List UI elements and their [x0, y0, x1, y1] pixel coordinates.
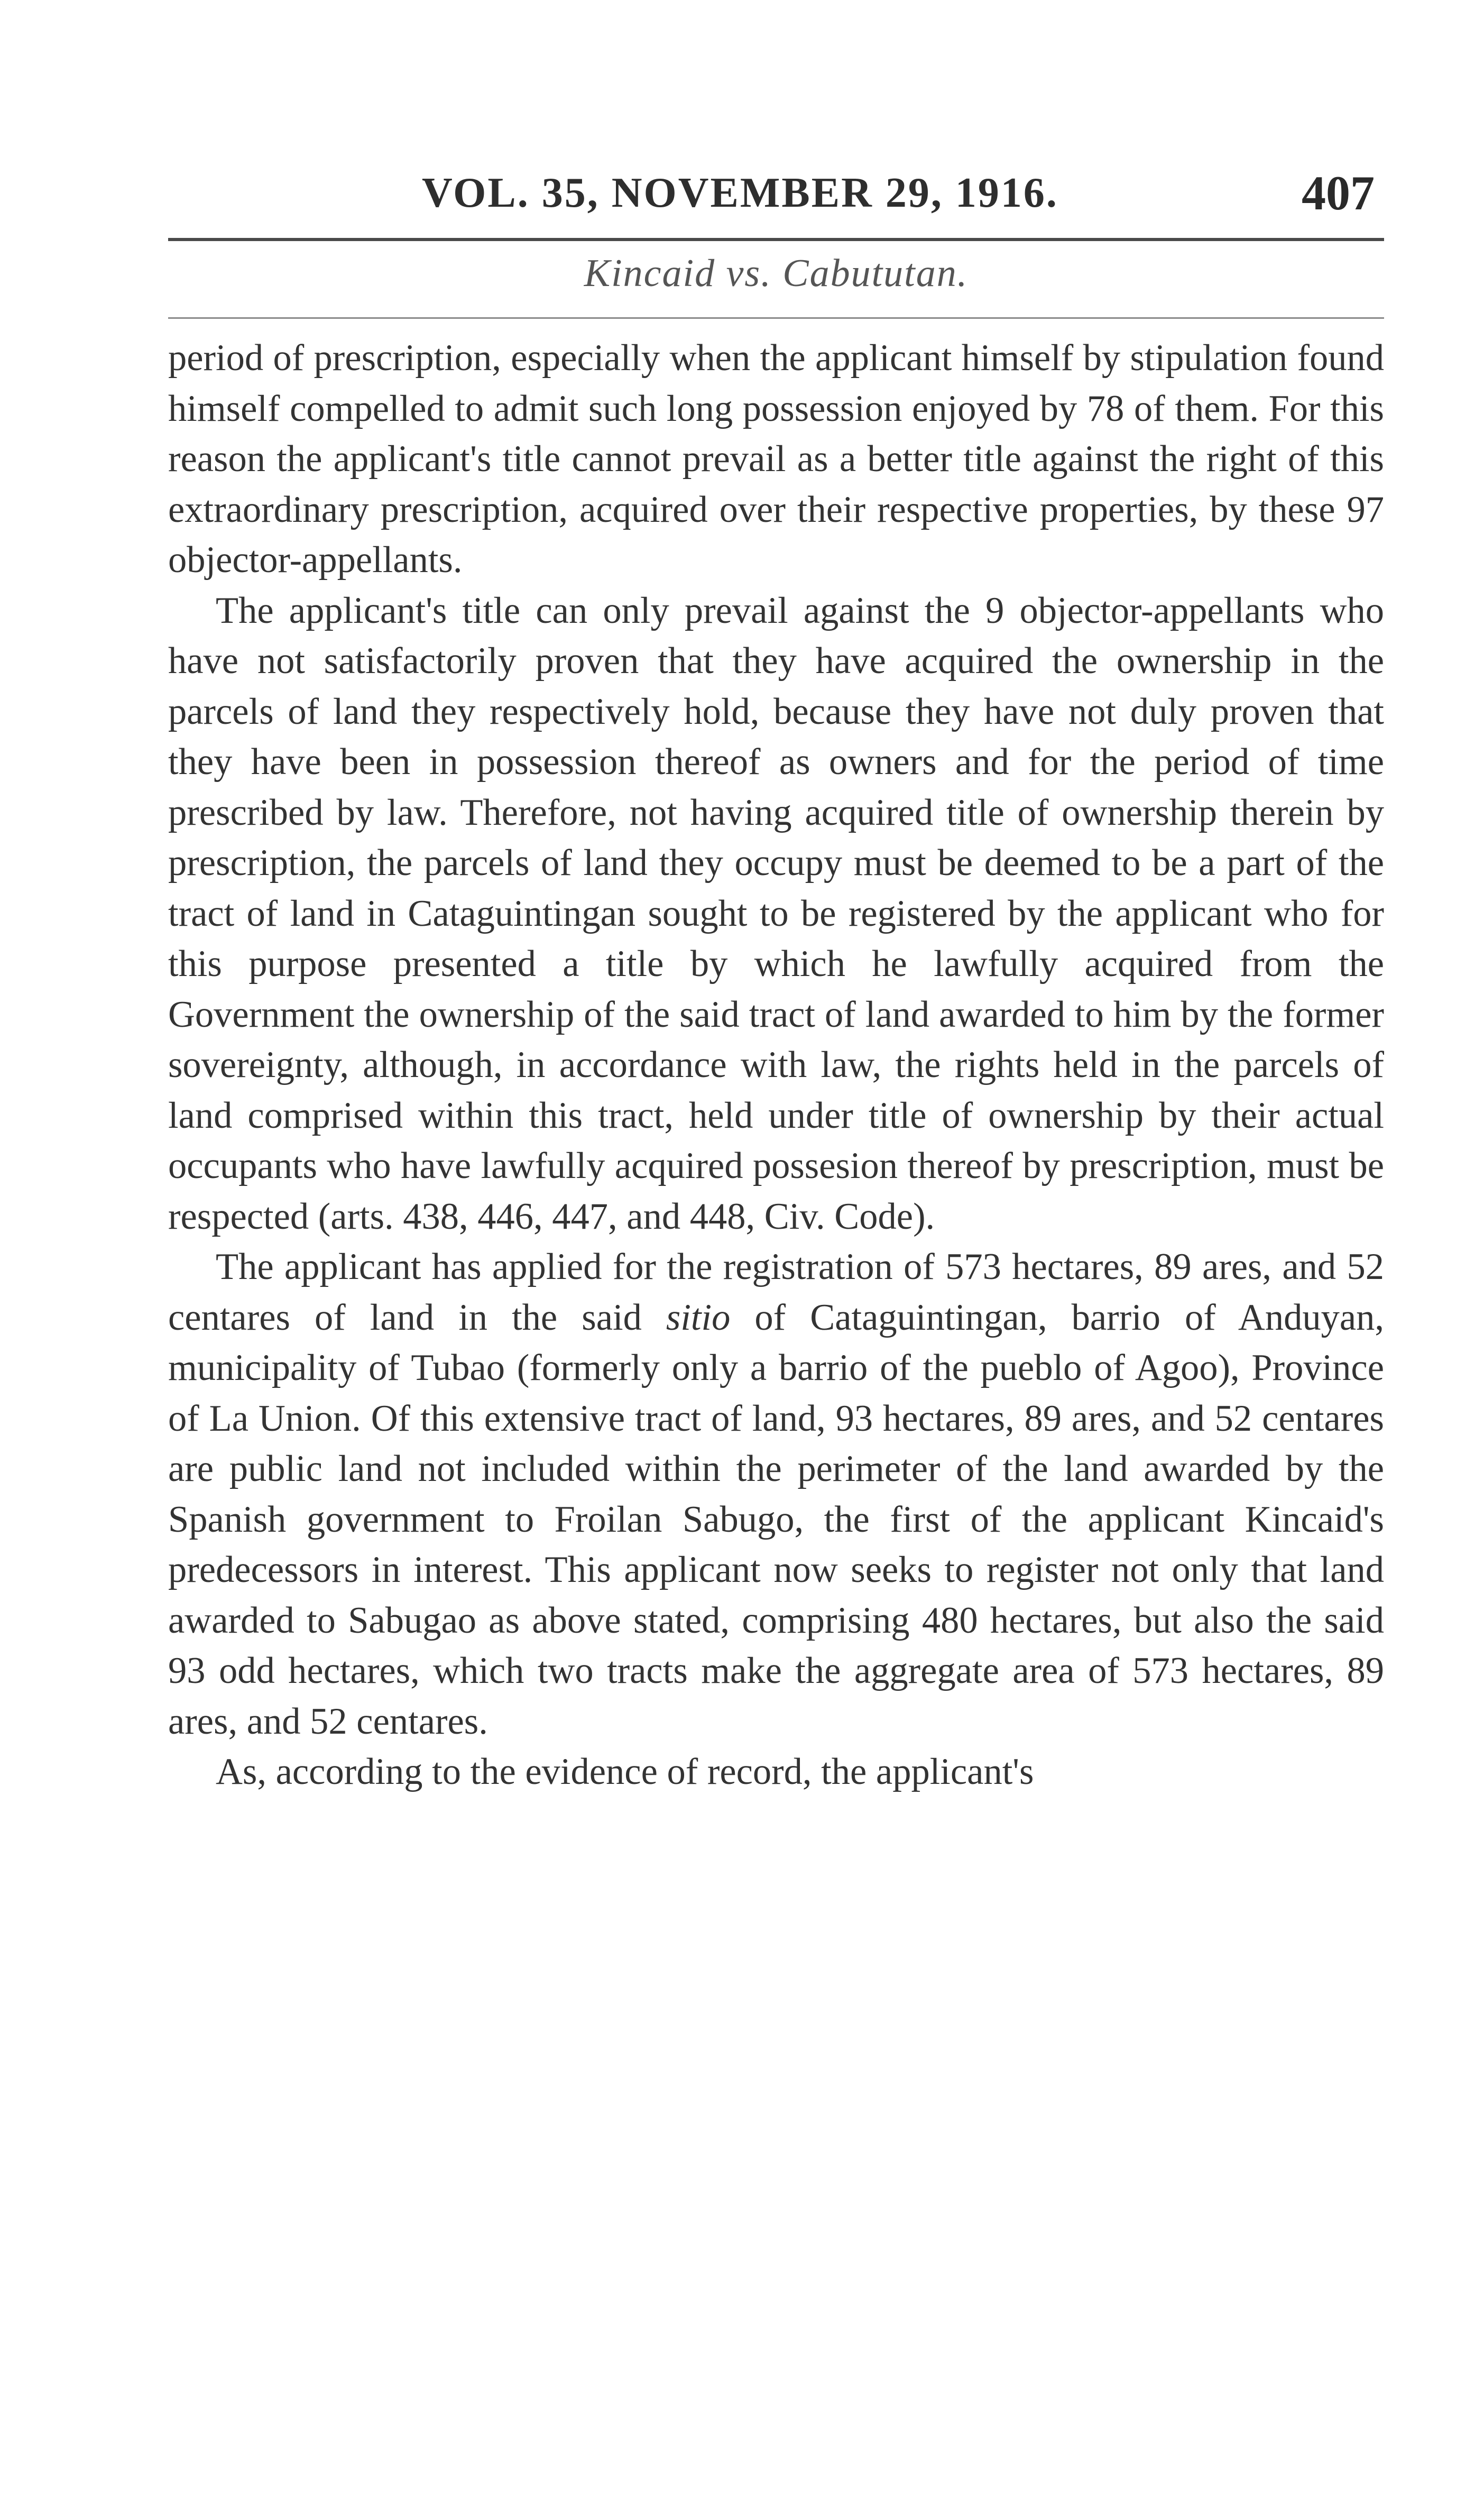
- page-header: [168, 159, 1384, 295]
- paragraph-3: [168, 1242, 1384, 1747]
- paragraph-3-part-2: of Cataguintingan, barrio of Anduyan, municipality of Tubao (formerly only a barrio of the pueblo of Agoo), Province of La Union. Of this extensive tract of land, 93 hectares, 89 ares, and 52 centares are public land not included within the perimeter of the land awarded by the Spanish government to Froilan Sabugo, the first of the applicant Kincaid's predecessors in interest. This applicant now seeks to register not only that land awarded to Sabugao as above stated, comprising 480 hectares, but also the said 93 odd hectares, which two tracts make the aggregate area of 573 hectares, 89 ares, and 52 centares.: [168, 1296, 1384, 1742]
- page-number: 407: [1302, 166, 1375, 220]
- header-rule: [168, 238, 1384, 241]
- case-title-rule: [168, 317, 1384, 319]
- paragraph-1: period of prescription, especially when the applicant himself by stipulation found himself compelled to admit such long possession enjoyed by 78 of them. For this reason the applicant's title cannot prevail as a better title against the right of this extraordinary prescription, acquired over their respective properties, by these 97 objector-appellants.: [168, 337, 1384, 581]
- paragraph-3-part-1: The applicant has applied for the registration of 573 hectares, 89 ares, and 52 centares of land in the said: [168, 1246, 1384, 1338]
- running-head: VOL. 35, NOVEMBER 29, 1916.: [422, 170, 1058, 216]
- body-text: [168, 333, 1384, 1798]
- case-title: Kincaid vs. Cabututan.: [584, 252, 969, 295]
- paragraph-2: The applicant's title can only prevail against the 9 objector-appellants who have not satisfactorily proven that they have acquired the ownership in the parcels of land they respectively hold, because they have not duly proven that they have been in possession thereof as owners and for the period of time prescribed by law. Therefore, not having acquired title of ownership therein by prescription, the parcels of land they occupy must be deemed to be a part of the tract of land in Cataguintingan sought to be registered by the applicant who for this purpose presented a title by which he lawfully acquired from the Government the ownership of the said tract of land awarded to him by the former sovereignty, although, in accordance with law, the rights held in the parcels of land comprised within this tract, held under title of ownership by their actual occupants who have lawfully acquired possesion thereof by prescription, must be respected (arts. 438, 446, 447, and 448, Civ. Code).: [168, 590, 1384, 1237]
- document-page: [168, 159, 1384, 1792]
- paragraph-4: As, according to the evidence of record, the applicant's: [216, 1751, 1034, 1792]
- italic-term: sitio: [666, 1296, 731, 1338]
